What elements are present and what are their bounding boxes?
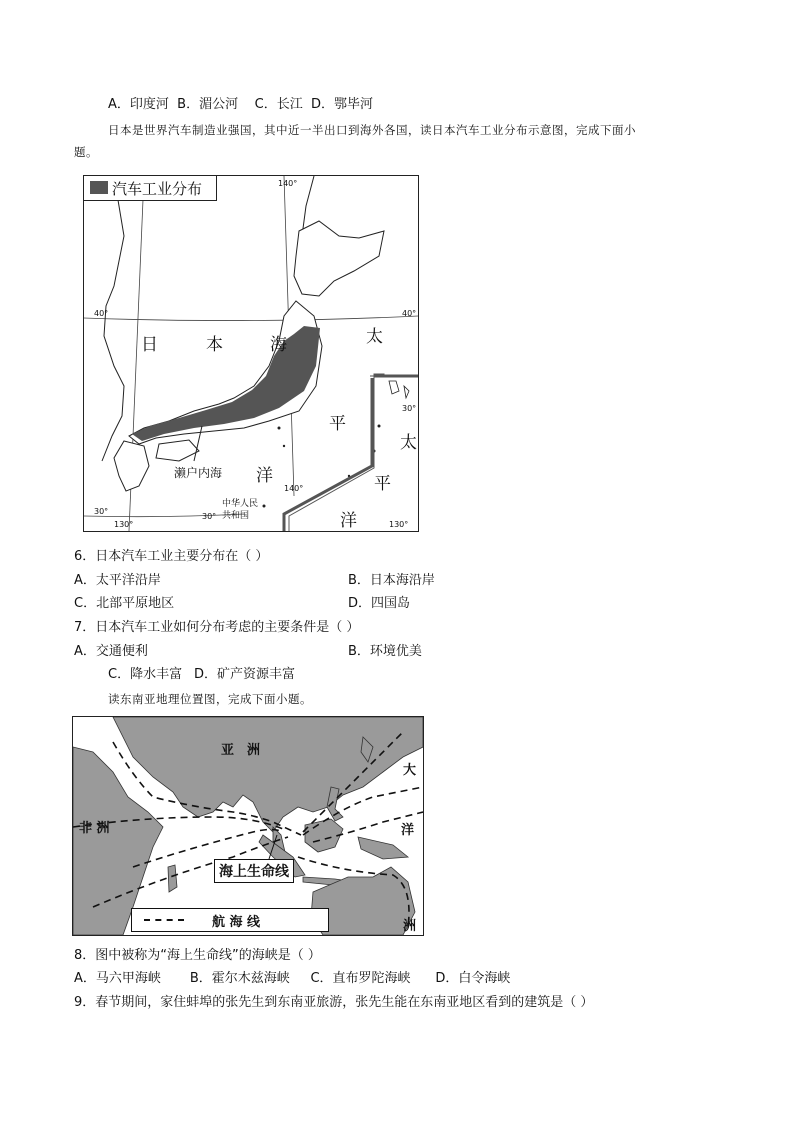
prev-option-c: C．长江 <box>254 97 303 112</box>
legend-route-label: 航 海 线 <box>212 915 261 930</box>
shikoku <box>156 440 199 461</box>
q6-option-a: A．太平洋沿岸 <box>74 573 161 588</box>
asia-land <box>113 717 423 832</box>
legend-label: 汽车工业分布 <box>112 180 203 198</box>
q9-stem: 9．春节期间，家住蚌埠的张先生到东南亚旅游，张先生能在东南亚地区看到的建筑是（ ） <box>74 995 594 1010</box>
q8-option-d: D．白令海峡 <box>435 971 511 986</box>
japan-map <box>83 175 419 532</box>
q7-stem: 7．日本汽车工业如何分布考虑的主要条件是（ ） <box>74 620 360 635</box>
lon-140-bottom: 140° <box>284 484 304 493</box>
sea-japan-char-1: 日 <box>141 335 158 355</box>
q6-option-c: C．北部平原地区 <box>74 596 175 611</box>
q7-option-b: B．环境优美 <box>348 644 422 659</box>
intro-sea: 读东南亚地理位置图，完成下面小题。 <box>108 692 312 706</box>
q8-stem: 8．图中被称为“海上生命线”的海峡是（ ） <box>74 948 321 963</box>
q8-option-a: A．马六甲海峡 <box>74 971 161 986</box>
legend-dash <box>144 919 184 921</box>
prev-option-a: A．印度河 <box>108 97 169 112</box>
kyushu <box>114 441 149 491</box>
q7-option-d: D．矿产资源丰富 <box>194 667 296 682</box>
sea-legend <box>131 908 329 932</box>
intro-japan-line1: 日本是世界汽车制造业强国，其中近一半出口到海外各国，读日本汽车工业分布示意图，完成下面小 <box>108 123 636 137</box>
label-yang: 洋 <box>401 823 415 838</box>
lon-130-right: 130° <box>389 520 409 529</box>
lifeline-box <box>214 859 294 883</box>
sea-map <box>72 716 424 936</box>
lifeline-label: 海上生命线 <box>219 864 289 880</box>
label-da: 大 <box>403 763 417 778</box>
intro-japan-line2: 题。 <box>74 145 98 159</box>
lat-30-mid: 30° <box>202 512 217 521</box>
lat-40-right: 40° <box>402 309 417 318</box>
africa-land <box>73 747 163 935</box>
prev-options-row <box>108 96 373 114</box>
lon-130-bottom: 130° <box>114 520 134 529</box>
pacific-char-2: 平 <box>329 414 346 434</box>
q8-options-row <box>74 970 510 988</box>
lon-140-top: 140° <box>278 179 298 188</box>
hokkaido <box>294 221 384 296</box>
prev-option-b: B．湄公河 <box>177 97 239 112</box>
pacific2-char-3: 洋 <box>340 511 357 531</box>
pacific2-char-1: 太 <box>400 433 417 453</box>
lat-40-left: 40° <box>94 309 109 318</box>
sea-japan-char-2: 本 <box>206 335 223 355</box>
new-guinea <box>358 837 408 859</box>
korea-coast <box>102 176 124 461</box>
label-zhou: 洲 <box>403 919 417 934</box>
inset-label-2: 共和国 <box>222 511 250 521</box>
japan-map-svg <box>84 176 418 531</box>
q6-stem: 6．日本汽车工业主要分布在（ ） <box>74 549 269 564</box>
q7-option-a: A．交通便利 <box>74 644 148 659</box>
q6-option-b: B．日本海沿岸 <box>348 573 435 588</box>
pacific2-char-2: 平 <box>374 474 391 494</box>
q7-option-c: C．降水丰富 <box>108 667 183 682</box>
lat-30-left: 30° <box>94 507 109 516</box>
sea-japan-char-3: 海 <box>270 335 287 355</box>
parallel-40 <box>84 316 418 321</box>
inset-label-1: 中华人民 <box>222 499 259 509</box>
madagascar <box>168 865 177 892</box>
q8-option-b: B．霍尔木兹海峡 <box>189 971 290 986</box>
prev-option-d: D．鄂毕河 <box>310 97 373 112</box>
q8-option-c: C．直布罗陀海峡 <box>310 971 411 986</box>
legend-swatch <box>90 181 108 194</box>
label-africa: 非 洲 <box>79 821 110 836</box>
label-asia: 亚 洲 <box>221 743 261 758</box>
japan-legend <box>84 176 217 201</box>
lat-30-inset: 30° <box>402 404 417 413</box>
pacific-char-1: 太 <box>366 327 383 347</box>
seto-label: 濑户内海 <box>174 466 223 480</box>
pacific-char-3: 洋 <box>256 466 273 486</box>
q6-option-d: D．四国岛 <box>348 596 411 611</box>
